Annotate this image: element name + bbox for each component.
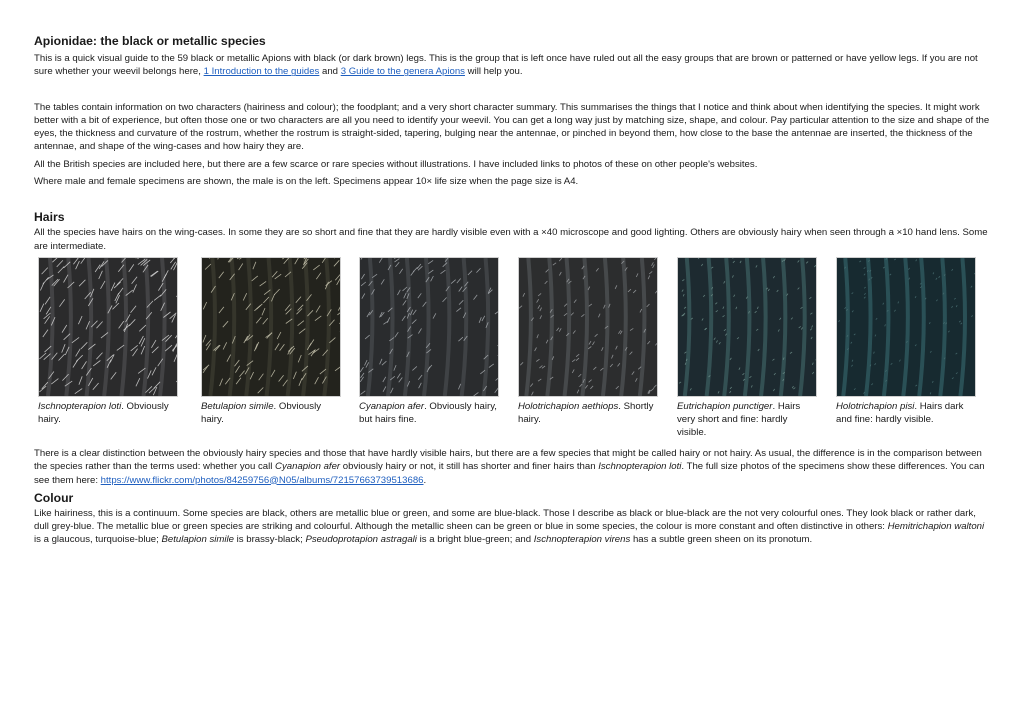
- photo-caption: Ischnopterapion loti. Obviously hairy.: [38, 400, 169, 425]
- wing-case-photo: [359, 257, 499, 397]
- page-title: Apionidae: the black or metallic species: [34, 34, 266, 48]
- caption-species: Holotrichapion aethiops: [518, 400, 619, 412]
- photo-caption: Eutrichapion punctiger. Hairs very short and fine: hardly visible.: [677, 400, 801, 438]
- distinction-paragraph: [34, 447, 990, 487]
- species-name: Pseudoprotapion astragali: [305, 534, 417, 546]
- photo-card: [836, 257, 976, 426]
- wing-case-photo: [38, 257, 178, 397]
- colour-text: is brassy-black;: [234, 534, 306, 546]
- wing-case-texture: [678, 258, 816, 396]
- photo-card: [359, 257, 499, 426]
- link-genera-guide[interactable]: 3 Guide to the genera Apions: [340, 66, 465, 78]
- colour-paragraph: [34, 507, 990, 547]
- hairs-paragraph: All the species have hairs on the wing-cases. In some they are so short and fine that they are hardly visible even with a ×40 microscope and good lighting. Others are obviously hairy when seen through a ×10 hand lens. Some are intermediate.: [34, 227, 988, 252]
- species-name: Betulapion simile: [161, 534, 234, 546]
- caption-species: Betulapion simile: [201, 400, 274, 412]
- intro-paragraph: [34, 52, 990, 79]
- distinction-text: obviously hairy or not, it still has shorter and finer hairs than: [340, 461, 599, 473]
- wing-case-photo: [201, 257, 341, 397]
- wing-case-photo: [677, 257, 817, 397]
- colour-text: has a subtle green sheen on its pronotum.: [630, 534, 813, 546]
- photo-caption: Betulapion simile. Obviously hairy.: [201, 400, 321, 425]
- photo-caption: Holotrichapion pisi. Hairs dark and fine: hardly visible.: [836, 400, 964, 425]
- wing-case-texture: [39, 258, 177, 396]
- wing-case-texture: [360, 258, 498, 396]
- intro-text-and: and: [319, 66, 341, 78]
- photo-card: [38, 257, 178, 426]
- flickr-album-link[interactable]: https://www.flickr.com/photos/84259756@N05/albums/72157663739513686: [100, 474, 424, 486]
- intro-text: This is a quick visual guide to the 59 black or metallic Apions with black (or dark brown) legs. This is the group that is left once have ruled out all the easy groups that are brown or patterned or have yellow legs. If you are not sure whether your weevil belongs here,: [34, 53, 978, 78]
- caption-species: Ischnopterapion loti: [38, 400, 122, 412]
- colour-text: is a bright blue-green; and: [416, 534, 534, 546]
- wing-case-photo: [836, 257, 976, 397]
- wing-case-texture: [837, 258, 975, 396]
- colour-heading: Colour: [34, 490, 74, 505]
- link-introduction-guides[interactable]: 1 Introduction to the guides: [203, 66, 320, 78]
- distinction-text-end: .: [423, 474, 427, 486]
- colour-text: Like hairiness, this is a continuum. Some species are black, others are metallic blue or green, and some are blue-black. Those I describe as black or blue-black are the not very colourful ones. They look black or rather dark, dull grey-blue. The metallic blue or green species are striking and colourful. Although the metallic sheen can be green or blue in some species, the colour is more constant and often distinctive in others:: [34, 507, 976, 533]
- document-page: [34, 34, 990, 547]
- intro-text-end: will help you.: [464, 66, 523, 78]
- distinction-text: . The full size photos of the specimens show these differences. You can see them here:: [34, 461, 985, 486]
- photo-card: [677, 257, 817, 439]
- photo-card: [518, 257, 658, 426]
- male-female-paragraph: Where male and female specimens are shown, the male is on the left. Specimens appear 10× life size when the page size is A4.: [34, 176, 579, 188]
- species-name: Cyanapion afer: [275, 461, 341, 473]
- hairs-heading: Hairs: [34, 210, 65, 225]
- caption-description: Hairs very short and fine: hardly visible.: [677, 400, 801, 438]
- species-name: Hemitrichapion waltoni: [887, 521, 985, 533]
- tables-paragraph: The tables contain information on two characters (hairiness and colour); the foodplant; and a very short character summary. This summarises the things that I notice and think about when identifying the species. It might work better with a bit of experience, but often those one or two characters are all you need to identify your weevil. You can get a long way just by matching size, shape, and colour. Pay particular attention to the size and shape of the eyes, the thickness and curvature of the rostrum, whether the rostrum is straight-sided, tapering, bulging near the antennae, or pinched in beyond them, how close to the base the antennae are inserted, the thickness of the antennae, and shape of the wing-cases and how hairy they are.: [34, 101, 990, 153]
- caption-species: Holotrichapion pisi: [836, 400, 915, 412]
- colour-text: is a glaucous, turquoise-blue;: [34, 534, 162, 546]
- wing-case-texture: [202, 258, 340, 396]
- caption-description: Hairs dark and fine: hardly visible.: [836, 400, 964, 425]
- caption-species: Cyanapion afer: [359, 400, 425, 412]
- photo-caption: Holotrichapion aethiops. Shortly hairy.: [518, 400, 654, 425]
- wing-case-photo: [518, 257, 658, 397]
- species-name: Ischnopterapion virens: [533, 534, 631, 546]
- wing-case-texture: [519, 258, 657, 396]
- species-name: Ischnopterapion loti: [598, 461, 682, 473]
- photo-card: [201, 257, 341, 426]
- distinction-text: There is a clear distinction between the obviously hairy species and those that have hardly visible hairs, but there are a few species that might be called hairy or not hairy. As usual, the difference is in the comparison between the species rather than the terms used: whether you call: [34, 447, 982, 473]
- photo-caption: Cyanapion afer. Obviously hairy, but hairs fine.: [359, 400, 497, 425]
- caption-description: Obviously hairy.: [201, 400, 321, 425]
- hair-photo-strip: [34, 257, 990, 447]
- caption-description: Obviously hairy.: [38, 400, 169, 425]
- caption-description: Obviously hairy, but hairs fine.: [359, 400, 497, 425]
- caption-description: Shortly hairy.: [518, 400, 654, 425]
- species-paragraph: All the British species are included here, but there are a few scarce or rare species without illustrations. I have included links to photos of these on other people's websites.: [34, 158, 758, 170]
- caption-species: Eutrichapion punctiger: [677, 400, 773, 412]
